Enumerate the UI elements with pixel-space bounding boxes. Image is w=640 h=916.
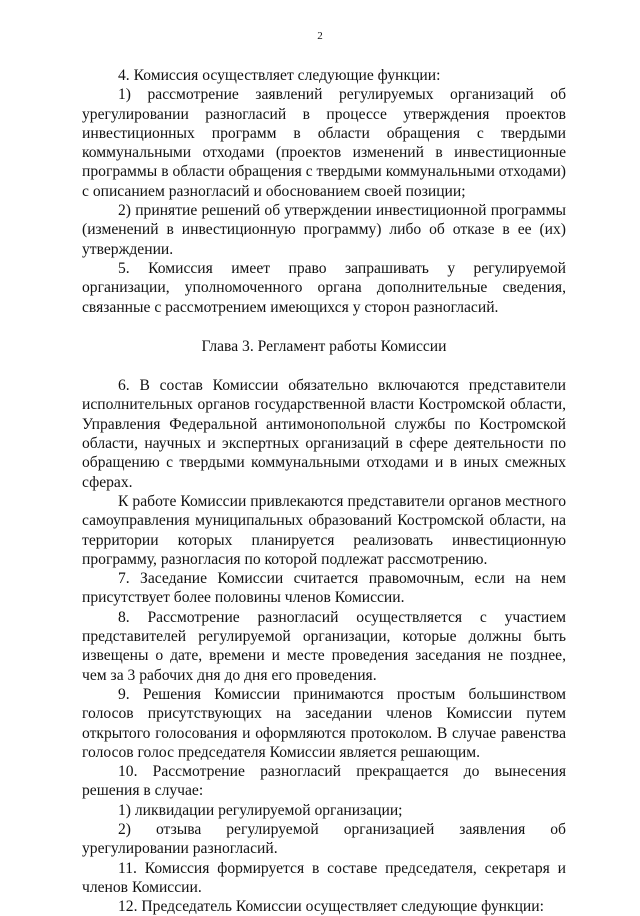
- paragraph-item-8: 8. Рассмотрение разногласий осуществляется с участием представителей регулируемой организации, которые должны быть извещены о дате, времени и месте проведения заседания не позднее, чем за 3 рабочих дня до дня его проведения.: [82, 608, 566, 684]
- document-body: [82, 66, 566, 916]
- paragraph-item-11: 11. Комиссия формируется в составе председателя, секретаря и членов Комиссии.: [82, 859, 566, 896]
- paragraph-item-10: 10. Рассмотрение разногласий прекращается до вынесения решения в случае:: [82, 763, 566, 800]
- paragraph-item-10-1: 1) ликвидации регулируемой организации;: [118, 801, 403, 819]
- paragraph-item-6: 6. В состав Комиссии обязательно включаются представители исполнительных органов государственной власти Костромской области, Управления Федеральной антимонопольной службы по Костромской области, научных и экспертных организаций в сфере деятельности по обращению с твердыми коммунальными отходами и в иных смежных сферах.: [82, 377, 566, 491]
- paragraph-item-7: 7. Заседание Комиссии считается правомочным, если на нем присутствует более половины членов Комиссии.: [82, 570, 566, 607]
- paragraph-item-9: 9. Решения Комиссии принимаются простым большинством голосов присутствующих на заседании членов Комиссии путем открытого голосования и оформляются протоколом. В случае равенства голосов голос председателя Комиссии является решающим.: [82, 685, 566, 761]
- paragraph-item-10-2: 2) отзыва регулируемой организацией заявления об урегулировании разногласий.: [82, 820, 566, 858]
- paragraph-item-6-cont: К работе Комиссии привлекаются представители органов местного самоуправления муниципальных образований Костромской области, на территории которых планируется реализовать инвестиционную программу, разногласия по которой подлежат рассмотрению.: [82, 492, 566, 568]
- paragraph-item-5: 5. Комиссия имеет право запрашивать у регулируемой организации, уполномоченного органа дополнительные сведения, связанные с рассмотрением имеющихся у сторон разногласий.: [82, 259, 566, 316]
- paragraph-item-4: 4. Комиссия осуществляет следующие функции:: [118, 67, 441, 84]
- chapter-heading: Глава 3. Регламент работы Комиссии: [201, 337, 447, 355]
- paragraph-item-12: 12. Председатель Комиссии осуществляет следующие функции:: [118, 898, 544, 916]
- paragraph-item-4-2: 2) принятие решений об утверждении инвестиционной программы (изменений в инвестиционную программу) либо об отказе в ее (их) утверждении.: [82, 202, 566, 258]
- paragraph-item-4-1: 1) рассмотрение заявлений регулируемых организаций об урегулировании разногласий в процессе утверждения проектов инвестиционных программ в области обращения с твердыми коммунальными отходами (проектов изменений в инвестиционные программы в области обращения с твердыми коммунальными отходами) с описанием разногласий и обоснованием своей позиции;: [82, 86, 566, 200]
- page-number: 2: [317, 30, 323, 42]
